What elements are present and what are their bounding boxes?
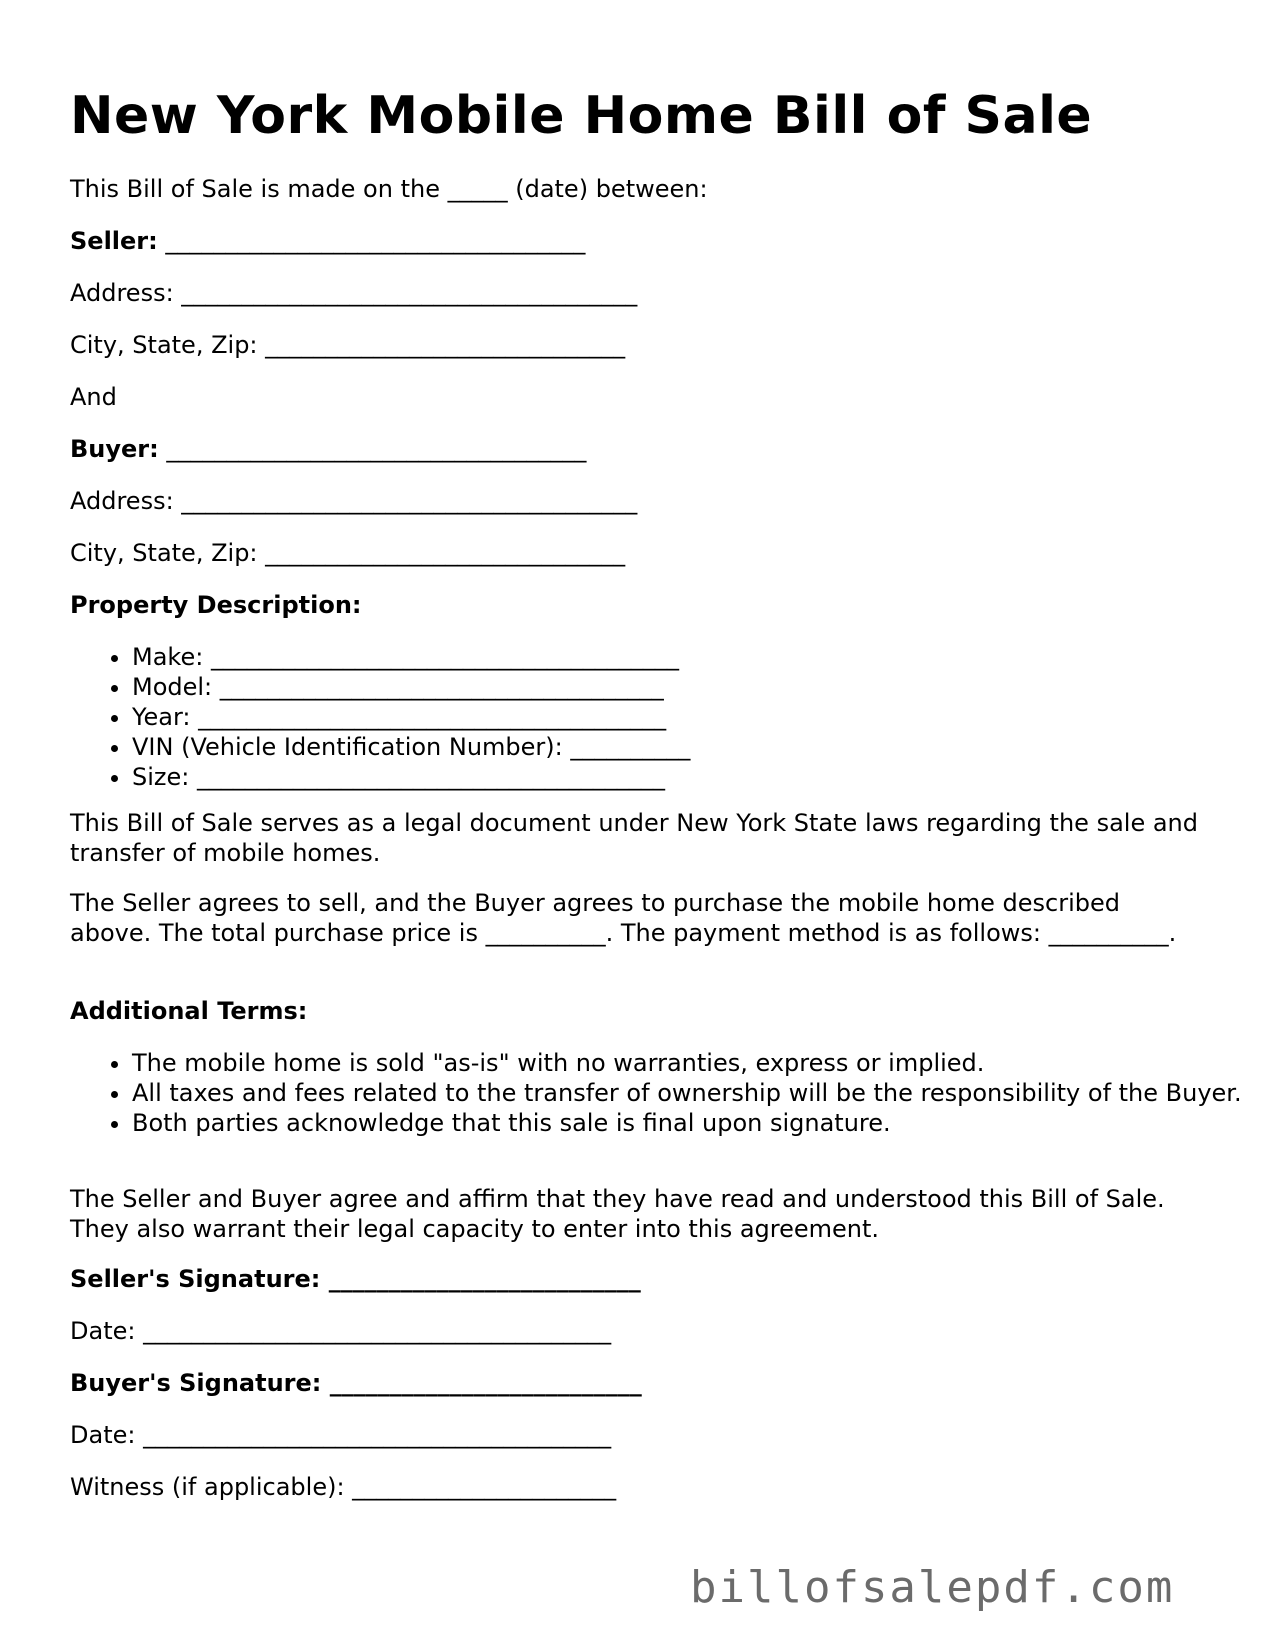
intro-line: This Bill of Sale is made on the _____ (date) between: (70, 175, 708, 203)
buyer-label: Buyer: (70, 435, 159, 463)
buyer-blank: ___________________________________ (158, 435, 587, 463)
legal-paragraph: This Bill of Sale serves as a legal document under New York State laws regarding the sale and transfer of mobile homes. (70, 809, 1198, 867)
list-item: • Make: _______________________________________ (132, 642, 1262, 672)
affirm-paragraph: The Seller and Buyer agree and affirm that they have read and understood this Bill of Sale. They also warrant their legal capacity to enter into this agreement. (70, 1185, 1165, 1243)
list-item: • Model: _____________________________________ (132, 672, 1262, 702)
page-title: New York Mobile Home Bill of Sale (70, 86, 1093, 146)
seller-address: Address: ______________________________________ (70, 279, 638, 307)
additional-terms-heading: Additional Terms: (70, 997, 308, 1025)
list-item: • All taxes and fees related to the transfer of ownership will be the responsibility of the Buyer. (132, 1078, 1262, 1108)
property-list (70, 642, 1262, 792)
buyer-address: Address: ______________________________________ (70, 487, 638, 515)
seller-city-state-zip: City, State, Zip: ______________________________ (70, 331, 626, 359)
agreement-paragraph: The Seller agrees to sell, and the Buyer agrees to purchase the mobile home described above. The total purchase price is __________. The payment method is as follows: __________. (70, 889, 1177, 947)
additional-terms-list (70, 1048, 1262, 1138)
seller-blank: ___________________________________ (157, 227, 586, 255)
witness-line: Witness (if applicable): ______________________ (70, 1473, 617, 1501)
list-item: • The mobile home is sold "as-is" with no warranties, express or implied. (132, 1048, 1262, 1078)
seller-line (70, 226, 585, 256)
buyer-line (70, 434, 586, 464)
list-item: • Size: _______________________________________ (132, 762, 1262, 792)
list-item: • VIN (Vehicle Identification Number): __________ (132, 732, 1262, 762)
seller-label: Seller: (70, 227, 158, 255)
buyer-city-state-zip: City, State, Zip: ______________________________ (70, 539, 626, 567)
buyer-signature-line: Buyer's Signature: __________________________ (70, 1369, 642, 1397)
seller-signature-line: Seller's Signature: __________________________ (70, 1265, 641, 1293)
list-item: • Year: _______________________________________ (132, 702, 1262, 732)
buyer-date-line: Date: _______________________________________ (70, 1421, 612, 1449)
seller-date-line: Date: _______________________________________ (70, 1317, 612, 1345)
property-heading: Property Description: (70, 591, 362, 619)
list-item: • Both parties acknowledge that this sale is final upon signature. (132, 1108, 1262, 1138)
watermark: billofsalepdf.com (690, 1562, 1175, 1613)
and-text: And (70, 383, 117, 411)
